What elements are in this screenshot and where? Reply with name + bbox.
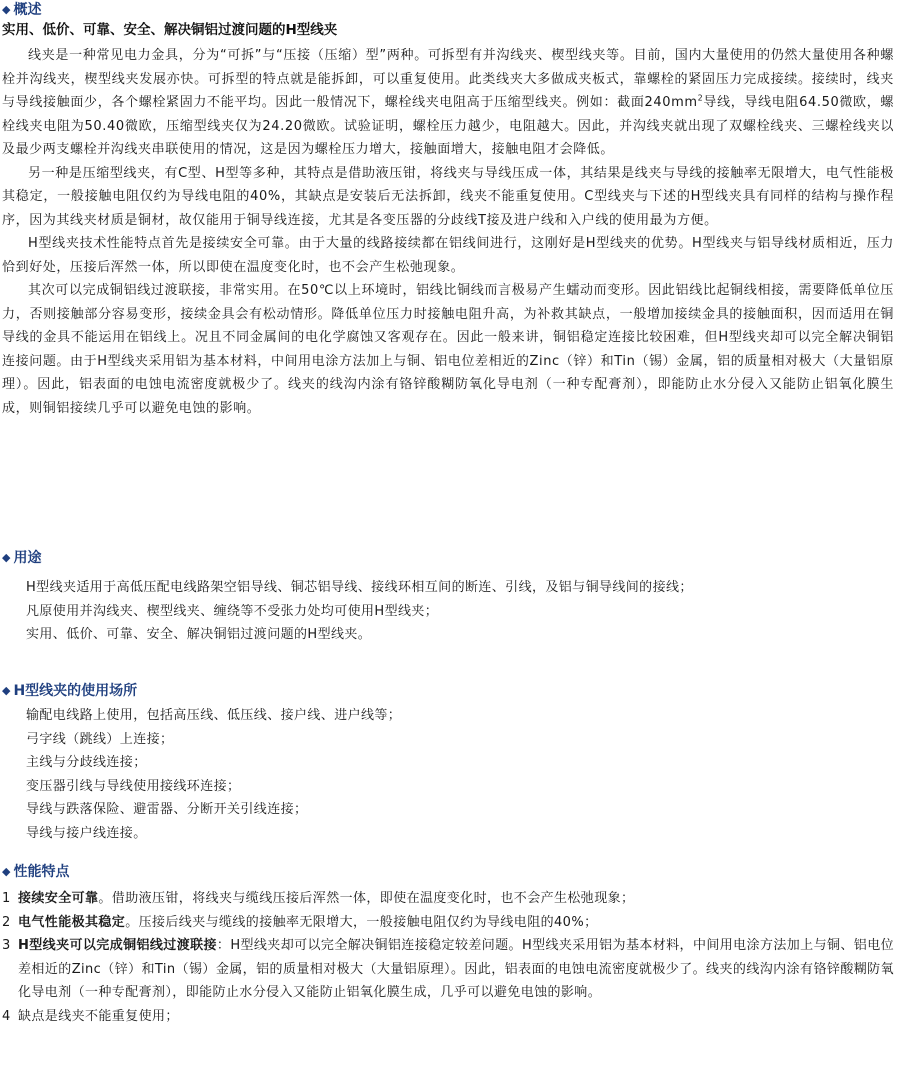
features-heading [2, 862, 69, 883]
feature-bold-title: H型线夹可以完成铜铝线过渡联接 [18, 938, 217, 953]
overview-heading-text: 概述 [13, 2, 42, 18]
scenes-list [26, 704, 892, 845]
diamond-bullet-icon: ◆ [2, 684, 11, 697]
overview-p1-part1: 线夹是一种常见电力金具，分为“可拆”与“压接（压缩）型”两种。可拆型有并沟线夹、楔型线夹等。目前，国内大量使用的仍然大量使用各种螺栓并沟线夹，楔型线夹发展亦快。可拆型的特点就是能拆卸，可以重复使用。此类线夹大多做成夹板式，靠螺栓的紧固压力完成接续。接续时，线夹与导线接触面少，各个螺栓紧固力不能平均。因此一般情况下，螺栓线夹电阻高于压缩型线夹。例如：截面240mm [2, 48, 894, 110]
usage-item: H型线夹适用于高低压配电线路架空铝导线、铜芯铝导线、接线环相互间的断连、引线，及铝与铜导线间的接线； [26, 580, 693, 595]
feature-number: 3 [2, 938, 11, 953]
superscript-2: 2 [697, 93, 704, 103]
feature-number: 4 [2, 1008, 11, 1024]
scene-item: 主线与分歧线连接； [26, 755, 147, 770]
feature-text: 缺点是线夹不能重复使用； [18, 1008, 179, 1024]
overview-heading [2, 0, 41, 21]
scene-item: 导线与跌落保险、避雷器、分断开关引线连接； [26, 802, 308, 817]
feature-number: 1 [2, 891, 11, 906]
feature-item-1 [2, 887, 894, 911]
overview-body [2, 44, 894, 420]
overview-paragraph-4: 其次可以完成铜铝线过渡联接，非常实用。在50℃以上环境时，铝线比铜线而言极易产生蠕动而变形。因此铝线比起铜线相接，需要降低单位压力，否则接触部分容易变形，接续金具会有松动情形。降低单位压力时接触电阻升高，为补救其缺点，一般增加接续金具的接触面积，因而适用在铜导线的金具不能运用在铝线上。况且不同金属间的电化学腐蚀又客观存在。因此一般来讲，铜铝稳定连接比较困难，但H型线夹却可以完全解决铜铝连接问题。由于H型线夹采用铝为基本材料，中间用电涂方法加上与铜、铝电位差相近的Zinc（锌）和Tin（锡）金属，铝的质量相对极大（大量铝原理）。因此，铝表面的电蚀电流密度就极少了。线夹的线沟内涂有铬锌酸糊防氧化导电剂（一种专配膏剂），即能防止水分侵入又能防止铝氧化膜生成，则铜铝接续几乎可以避免电蚀的影响。 [2, 283, 894, 416]
usage-heading [2, 548, 41, 569]
feature-number: 2 [2, 914, 11, 930]
feature-text: 。借助液压钳，将线夹与缆线压接后浑然一体，即使在温度变化时，也不会产生松弛现象； [98, 891, 635, 906]
feature-text: 。压接后线夹与缆线的接触率无限增大，一般接触电阻仅约为导线电阻的40%； [125, 914, 598, 930]
overview-paragraph-1 [2, 44, 894, 162]
feature-bold-title: 接续安全可靠 [18, 891, 99, 906]
diamond-bullet-icon: ◆ [2, 551, 11, 564]
feature-item-3 [2, 934, 894, 1005]
features-heading-text: 性能特点 [13, 864, 70, 880]
overview-p1-part2: 导线，导线电阻64.50微欧，螺栓线夹电阻为50.40微欧，压缩型线夹仅为24.20微欧。试验证明，螺栓压力越少，电阻越大。因此，并沟线夹就出现了双螺栓线夹、三螺栓线夹以及最少两支螺栓并沟线夹串联使用的情况，这是因为螺栓压力增大，接触面增大，接触电阻才会降低。 [2, 95, 894, 157]
feature-text: ：H型线夹却可以完全解决铜铝连接稳定较差问题。H型线夹采用铝为基本材料，中间用电涂方法加上与铜、铝电位差相近的Zinc（锌）和Tin（锡）金属，铝的质量相对极大（大量铝原理）。因此，铝表面的电蚀电流密度就极少了。线夹的线沟内涂有铬锌酸糊防氧化导电剂（一种专配膏剂），即能防止水分侵入又能防止铝氧化膜生成，几乎可以避免电蚀的影响。 [18, 938, 894, 1000]
diamond-bullet-icon: ◆ [2, 865, 11, 878]
overview-paragraph-2: 另一种是压缩型线夹，有C型、H型等多种，其特点是借助液压钳，将线夹与导线压成一体，其结果是线夹与导线的接触率无限增大，电气性能极其稳定，一般接触电阻仅约为导线电阻的40%，其缺点是安装后无法拆卸，线夹不能重复使用。C型线夹与下述的H型线夹具有同样的结构与操作程序，因为其线夹材质是铜材，故仅能用于铜导线连接，尤其是各变压器的分歧线T接及进户线和入户线的使用最为方便。 [2, 165, 894, 228]
feature-item-2 [2, 911, 894, 935]
scene-item: 弓字线（跳线）上连接； [26, 731, 174, 747]
scenes-heading [2, 681, 137, 702]
feature-bold-title: 电气性能极其稳定 [18, 914, 126, 930]
usage-heading-text: 用途 [13, 550, 42, 566]
feature-item-4 [2, 1005, 894, 1029]
usage-item: 凡原使用并沟线夹、楔型线夹、缠绕等不受张力处均可使用H型线夹； [26, 603, 439, 619]
overview-headline: 实用、低价、可靠、安全、解决铜铝过渡问题的H型线夹 [2, 22, 338, 38]
usage-list [26, 576, 892, 647]
scene-item: 导线与接户线连接。 [26, 825, 147, 841]
overview-paragraph-3: H型线夹技术性能特点首先是接续安全可靠。由于大量的线路接续都在铝线间进行，这刚好是H型线夹的优势。H型线夹与铝导线材质相近，压力恰到好处，压接后浑然一体，所以即使在温度变化时，也不会产生松弛现象。 [2, 236, 894, 275]
diamond-bullet-icon: ◆ [2, 3, 11, 16]
scene-item: 输配电线路上使用，包括高压线、低压线、接户线、进户线等； [26, 708, 402, 723]
scene-item: 变压器引线与导线使用接线环连接； [26, 778, 241, 794]
usage-item: 实用、低价、可靠、安全、解决铜铝过渡问题的H型线夹。 [26, 627, 372, 642]
features-list [2, 887, 894, 1028]
scenes-heading-text: H型线夹的使用场所 [13, 683, 138, 699]
